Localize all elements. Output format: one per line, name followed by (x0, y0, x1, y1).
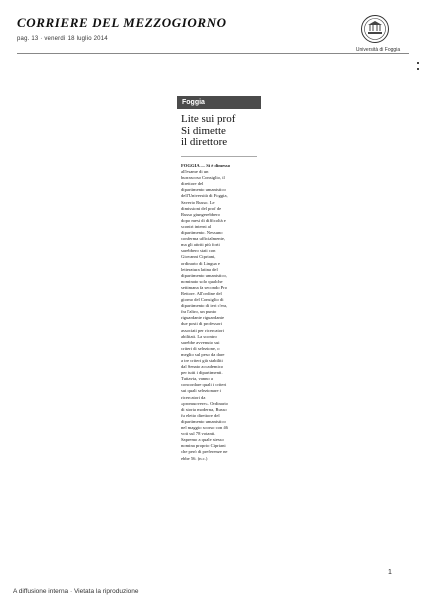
body-line: dipartimento. Nessuno (181, 230, 223, 236)
header-divider (17, 53, 409, 54)
body-line: meglio sul peso da dare (181, 351, 225, 357)
publication-info: pag. 13 · venerdì 18 luglio 2014 (17, 36, 108, 42)
body-line: nominato solo qualche (181, 278, 223, 284)
body-line: dimissioni del prof de (181, 205, 222, 211)
body-line: abilitati. La scontro (181, 333, 217, 339)
body-line: per tutti i dipartimenti. (181, 370, 223, 376)
seal-caption: Università di Foggia (355, 47, 401, 53)
body-line: ebbe 56. (n.c.) (181, 455, 208, 461)
body-line: nomina proprio Cipriani (181, 443, 226, 449)
body-line: dipartimento di ieri c'era, (181, 303, 228, 309)
body-line: riguardante riguardante (181, 315, 224, 321)
body-line: all'esame di un (181, 169, 209, 175)
body-line: di storia moderna, Russo (181, 406, 227, 412)
headline-divider (181, 156, 257, 157)
body-line: sui quali selezionare i (181, 388, 221, 394)
body-line: dal Senato accademico (181, 364, 224, 370)
body-line: concordare quali i criteri (181, 382, 227, 388)
footer-note: A diffusione interna · Vietata la riproduzione (13, 588, 139, 595)
headline-line: Lite sui prof (181, 113, 236, 125)
university-seal-icon (360, 14, 390, 44)
body-line: dopo mesi di difficoltà e (181, 217, 226, 223)
body-line: direttore del (181, 181, 204, 187)
headline-line: Si dimette (181, 124, 226, 137)
body-line: Tuttavia, vanno a (181, 376, 213, 382)
body-line: a tre criteri già stabiliti (181, 358, 223, 363)
body-line: dipartimento umanistico, (181, 272, 227, 278)
body-line: letteratura latina del (181, 266, 218, 272)
body-line: «promuovere». Ordinario (181, 400, 228, 406)
scan-edge-marks (417, 62, 419, 74)
article-body (181, 163, 261, 462)
body-line: ma gli attriti più forti (181, 242, 220, 248)
body-line: criteri di selezione, o (181, 345, 220, 351)
headline-line: il direttore (181, 136, 228, 148)
news-clipping (177, 96, 261, 516)
body-line: Giovanni Cipriani, (181, 254, 216, 260)
body-line: associati per ricercatori (181, 327, 224, 333)
body-line: due posti di professori (181, 321, 222, 327)
body-line: fra l'altro, un punto (181, 309, 217, 315)
body-line: Rettore. All'ordine del (181, 290, 222, 296)
body-line: Russo giungerebbero (181, 211, 220, 217)
body-line: scontri interni al (181, 223, 212, 229)
page-number: 1 (388, 569, 392, 576)
body-line: conferma ufficialmente, (181, 236, 226, 242)
body-line: dipartimento umanistico (181, 418, 226, 424)
body-line: sarebbero stati con (181, 248, 216, 254)
body-line: dipartimento umanistico (181, 187, 226, 193)
section-tag: Foggia (177, 96, 261, 109)
body-line: Sapremo a quale stesso (181, 437, 224, 443)
body-line: dell'Università di Foggia, (181, 193, 228, 199)
body-line: ricercatori da (181, 394, 206, 400)
body-line: FOGGIA — Si è dimesso (181, 163, 231, 168)
body-line: sarebbe avvenuto sui (181, 339, 220, 345)
body-line: nel maggio scorso con 46 (181, 425, 228, 431)
body-line: ordinario di Lingua e (181, 260, 220, 266)
body-line: che però di preferenze ne (181, 449, 228, 455)
body-line: settimana fa secondo Pro (181, 284, 228, 290)
body-line: voti sul 78 votanti. (181, 431, 216, 437)
body-line: fu eletto direttore del (181, 412, 220, 418)
masthead-title: CORRIERE DEL MEZZOGIORNO (17, 15, 227, 30)
body-line: giorno del Consiglio di (181, 297, 224, 303)
body-line: burrascoso Consiglio, il (181, 175, 225, 181)
body-line: Saverio Russo. Le (181, 199, 215, 205)
article-headline (181, 114, 261, 149)
